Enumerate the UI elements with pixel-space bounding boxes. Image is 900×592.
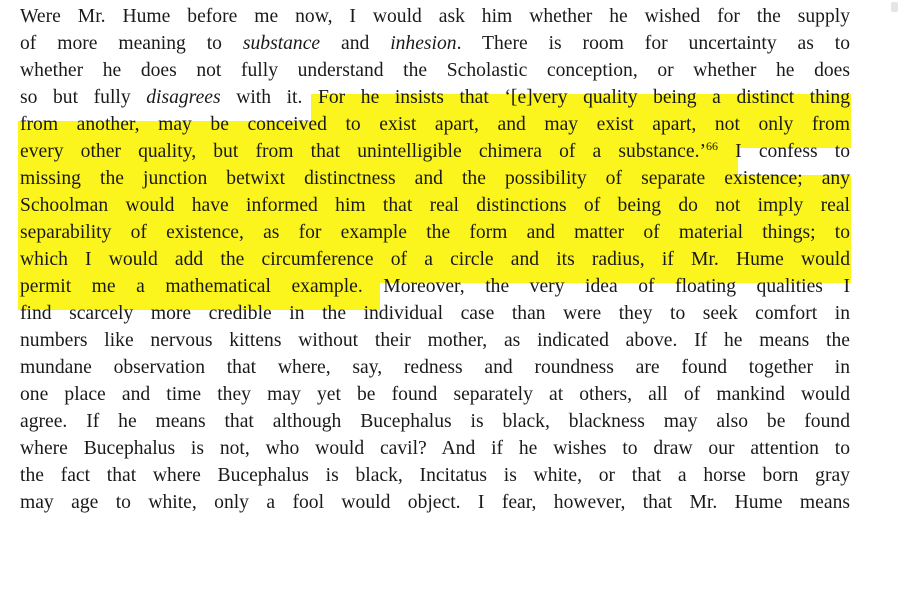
text-line-4: so but fully disagrees with it. For he insists that ‘[e]very quality being a distinct thing [20,87,851,108]
text-line-7: missing the junction betwixt distinctness and the possibility of separate existence; any [20,168,850,189]
text-line-15: one place and time they may yet be found separately at others, all of mankind would [20,384,850,405]
text-line-2: of more meaning to substance and inhesion. There is room for uncertainty as to [20,33,850,54]
text-line-16: agree. If he means that although Bucephalus is black, blackness may also be found [20,411,850,432]
text-line-5: from another, may be conceived to exist apart, and may exist apart, not only from [20,114,850,135]
emphasis-substance: substance [242,33,321,54]
emphasis-disagrees: disagrees [146,87,221,108]
text-line-19: may age to white, only a fool would object. I fear, however, that Mr. Hume means [20,492,850,513]
text-line-18: the fact that where Bucephalus is black, Incitatus is white, or that a horse born gray [20,465,850,486]
text-line-11: permit me a mathematical example. Moreover, the very idea of floating qualities I [20,276,850,297]
text-line-1: Were Mr. Hume before me now, I would ask him whether he wished for the supply [20,6,850,27]
text-line-17: where Bucephalus is not, who would cavil? And if he wishes to draw our attention to [20,438,850,459]
vertical-scrollbar[interactable] [888,0,900,592]
text-line-14: mundane observation that where, say, redness and roundness are found together in [20,357,850,378]
text-line-13: numbers like nervous kittens without their mother, as indicated above. If he means the [20,330,850,351]
scrollbar-thumb[interactable] [891,2,898,12]
text-line-8: Schoolman would have informed him that real distinctions of being do not imply real [20,195,850,216]
footnote-ref-66[interactable]: 66 [706,139,719,153]
emphasis-inhesion: inhesion [390,33,457,54]
text-line-10: which I would add the circumference of a circle and its radius, if Mr. Hume would [20,249,850,270]
text-line-3: whether he does not fully understand the Scholastic conception, or whether he does [20,60,850,81]
text-line-6: every other quality, but from that unintelligible chimera of a substance.’$^{66}$ I confess to [20,139,850,162]
text-line-12: find scarcely more credible in the individual case than were they to seek comfort in [20,303,850,324]
text-line-9: separability of existence, as for example the form and matter of material things; to [20,222,850,243]
